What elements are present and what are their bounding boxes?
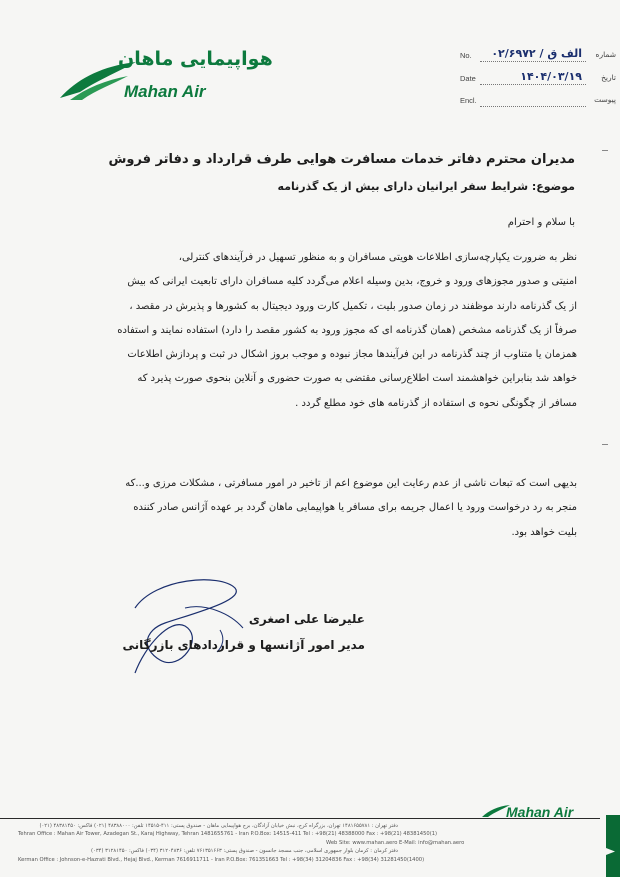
footer-line: دفتر تهران : ۱۴۸۱۶۵۵۷۸۱ تهران، بزرگراه کرج، نبش خیابان آزادگان، برج هواپیمایی ماهان - صندوق پستی: ۴۱۱-۱۴۵۱۵ تلفن: ۴۸۳۸۸۰۰۰ (۰۲۱) فاکس: ۴۸۳۸۱۴۵۰ (۰۲۱) [39,823,398,829]
letter-recipient: مدیران محترم دفاتر خدمات مسافرت هوایی طرف قرارداد و دفاتر فروش [108,152,575,167]
paragraph-line: همزمان یا متناوب از چند گذرنامه در این فرآیندها مجاز نبوده و موجب بروز اشکال در ثبت و پردازش اطلاعات [127,349,577,361]
signatory-name: علیرضا علی اصغری [248,612,365,626]
date-value: ۱۴۰۴/۰۳/۱۹ [520,70,582,83]
letter-paragraph-2 [25,472,577,545]
signatory-title: مدیر امور آژانسها و قراردادهای بازرگانی [122,638,365,652]
footer-line: Tehran Office : Mahan Air Tower, Azadegan St., Karaj Highway, Tehran 1481655761 - Iran P.O.Box: 14515-411 Tel : +98(21) 48388000 Fax : +98(21) 48381450(1) [18,831,438,837]
footer-divider [0,818,600,819]
footer-green-stripe [606,815,620,877]
reference-enclosure-row [460,94,616,108]
letter-greeting: با سلام و احترام [507,217,575,228]
number-value: الف ق / ۰۲/۶۹۷۲ [491,47,582,60]
date-label-en: Date [460,74,476,83]
date-dotted-line [480,84,586,85]
letter-subject: موضوع: شرایط سفر ایرانیان دارای بیش از یک گذرنامه [277,180,575,193]
logo-english-wordmark: Mahan Air [124,82,206,101]
handwritten-signature [125,568,255,678]
paragraph-line: بدیهی است که تبعات ناشی از عدم رعایت این موضوع اعم از تاخیر در امور مسافرتی ، مشکلات مرزی و...که [125,478,577,489]
reference-date-row [460,72,616,86]
logo-persian-wordmark: هواپیمایی ماهان [118,48,273,70]
paragraph-line: خواهد شد بنابراین خواهشمند است اطلاع‌رسانی مقتضی به صورت حضوری و آنلاین بنحوی صورت پذیرد که [137,373,577,385]
footer-line: دفتر کرمان : کرمان بلوار جمهوری اسلامی، جنب مسجد جانسون - صندوق پستی: ۷۶۱۳۵۱۶۶۳ تلفن: ۳۱۲۰۴۸۳۶ (۰۳۴) فاکس: ۳۱۲۸۱۴۵۰ (۰۳۴) [91,848,398,854]
number-dotted-line [480,61,586,62]
letter-paragraph-1 [25,246,577,416]
margin-tick [602,150,608,151]
date-label-fa: تاریخ [601,73,616,82]
paragraph-line: بلیت خواهد بود. [511,526,577,538]
footer-brand: Mahan Air [506,804,574,820]
number-label-fa: شماره [595,50,616,59]
enclosure-dotted-line [480,106,586,107]
number-label-en: No. [460,51,472,60]
paragraph-line: مسافر از چگونگی نحوه ی استفاده از گذرنامه های خود مطلع گردد . [295,397,577,409]
reference-number-row [460,49,616,63]
paragraph-line: نظر به ضرورت یکپارچه‌سازی اطلاعات هویتی مسافران و به منظور تسهیل در فرآیندهای کنترلی، [178,252,577,263]
paragraph-line: از یک گذرنامه دارند موظفند در زمان صدور بلیت ، تکمیل کارت ورود دیجیتال به کشورها و پذیرش در مقصد ، [129,300,577,312]
paragraph-line: صرفاً از یک گذرنامه مشخص (همان گذرنامه ای که مجوز ورود به کشور مقصد را دارد) استفاده نمایند و استفاده [117,324,577,336]
paragraph-line: امنیتی و صدور مجوزهای ورود و خروج، بدین وسیله اعلام می‌گردد کلیه مسافران دارای تابعیت ایرانی که بیش [127,276,577,288]
footer-line: Kerman Office : Johnson-e-Hazrati Blvd., Hejaj Blvd., Kerman 7616911711 - Iran P.O.Box: 761351663 Tel : +98(34) 31204836 Fax : +98(34) 31281450(1400) [18,857,425,863]
paragraph-line: منجر به رد درخواست ورود یا اعمال جریمه برای مسافر یا هواپیمایی ماهان گردد بر عهده آژانس صادر کننده [133,502,577,514]
enclosure-label-fa: پیوست [594,95,616,104]
footer-line: Web Site: www.mahan.aero E-Mail: info@mahan.aero [326,840,465,846]
enclosure-label-en: Encl. [460,96,477,105]
margin-tick [602,444,608,445]
